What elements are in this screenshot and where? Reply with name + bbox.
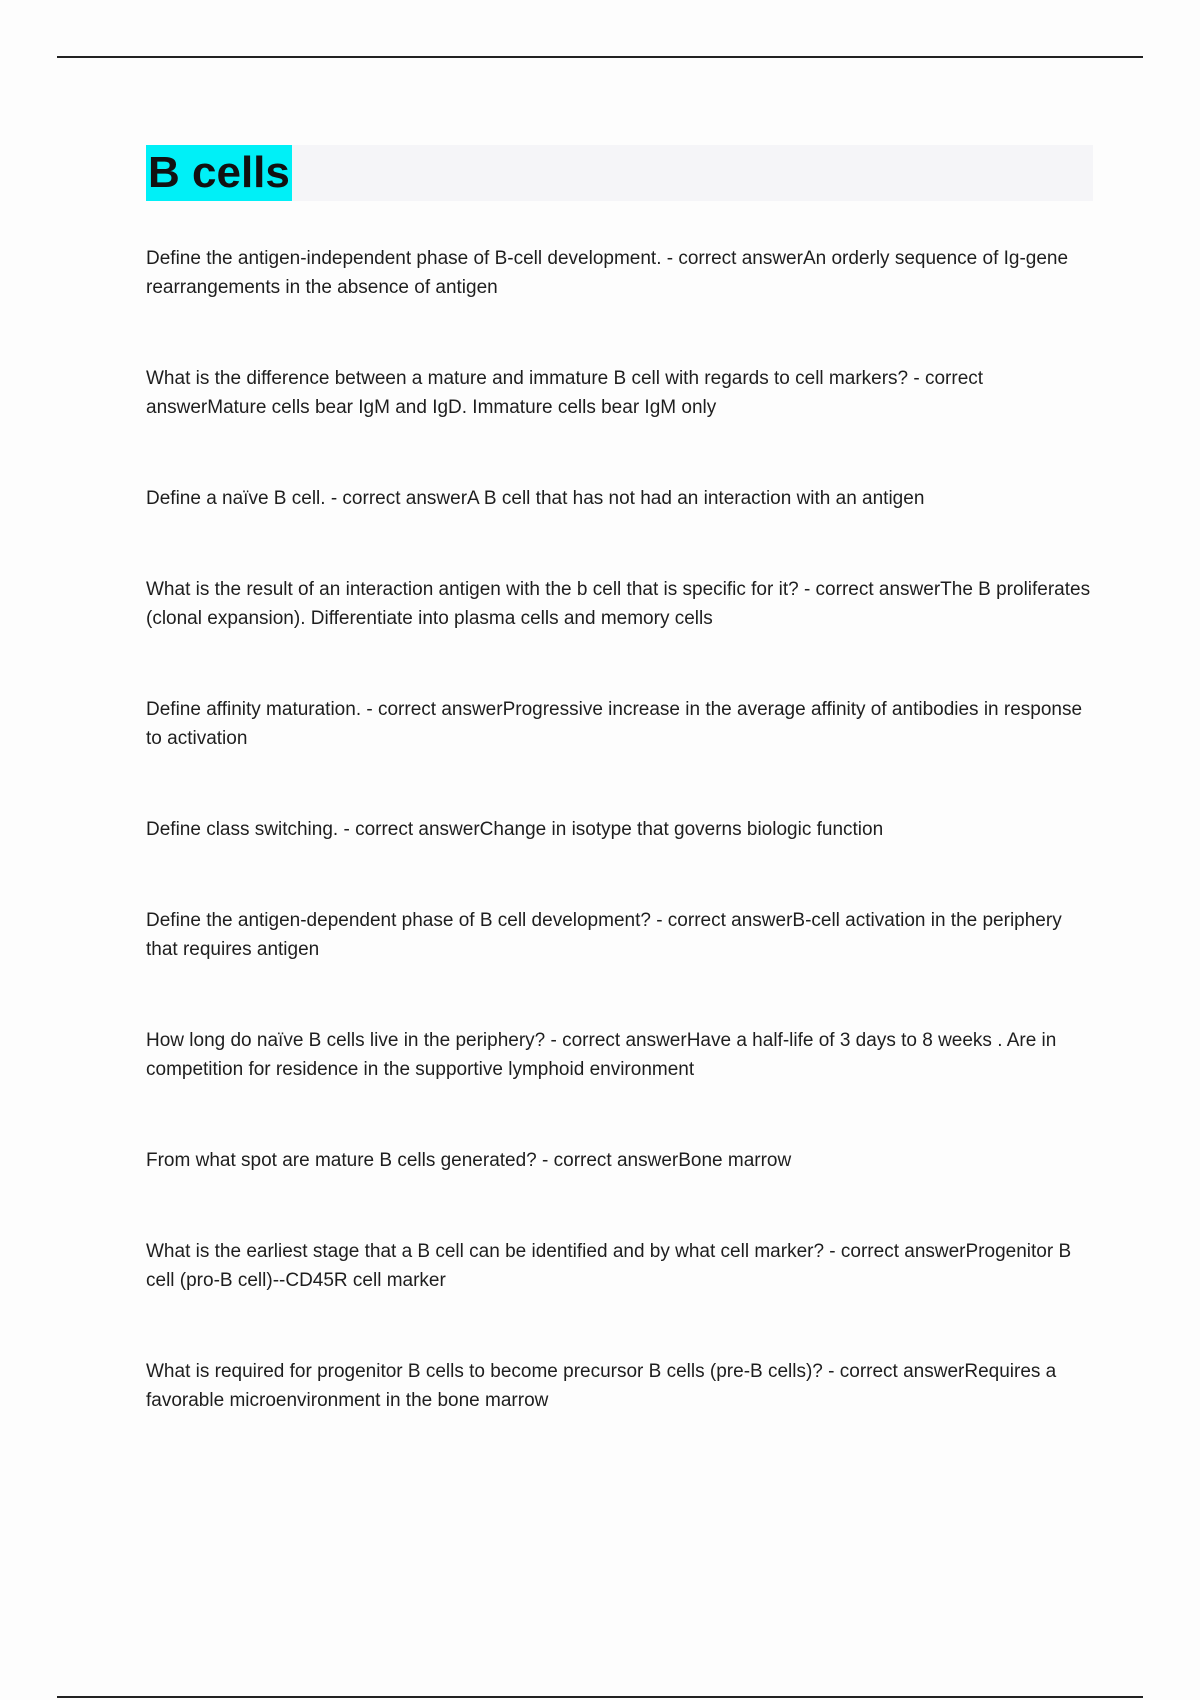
qa-item: How long do naïve B cells live in the periphery? - correct answerHave a half-life of 3 days to 8 weeks . Are in competition for residence in the supportive lymphoid environment <box>146 1030 1057 1080</box>
bottom-rule <box>57 1696 1143 1698</box>
top-rule <box>57 56 1143 58</box>
qa-item: What is the difference between a mature and immature B cell with regards to cell markers? - correct answerMature cells bear IgM and IgD. Immature cells bear IgM only <box>146 368 984 418</box>
qa-item: Define the antigen-dependent phase of B cell development? - correct answerB-cell activation in the periphery that requires antigen <box>146 910 1062 960</box>
qa-item: What is the earliest stage that a B cell can be identified and by what cell marker? - correct answerProgenitor B cell (pro-B cell)--CD45R cell marker <box>146 1241 1072 1291</box>
title-band <box>146 145 1093 201</box>
qa-list <box>146 244 1096 1477</box>
qa-item: Define affinity maturation. - correct answerProgressive increase in the average affinity of antibodies in response to activation <box>146 699 1083 749</box>
qa-item: What is required for progenitor B cells to become precursor B cells (pre-B cells)? - correct answerRequires a favorable microenvironment in the bone marrow <box>146 1361 1057 1411</box>
qa-item: Define the antigen-independent phase of B-cell development. - correct answerAn orderly sequence of Ig-gene rearrangements in the absence of antigen <box>146 248 1069 298</box>
page-title: B cells <box>146 145 292 201</box>
qa-item: From what spot are mature B cells generated? - correct answerBone marrow <box>146 1150 792 1171</box>
qa-item: Define class switching. - correct answerChange in isotype that governs biologic function <box>146 819 884 840</box>
qa-item: Define a naïve B cell. - correct answerA B cell that has not had an interaction with an antigen <box>146 488 925 509</box>
qa-item: What is the result of an interaction antigen with the b cell that is specific for it? - correct answerThe B proliferates (clonal expansion). Differentiate into plasma cells and memory cells <box>146 579 1091 629</box>
